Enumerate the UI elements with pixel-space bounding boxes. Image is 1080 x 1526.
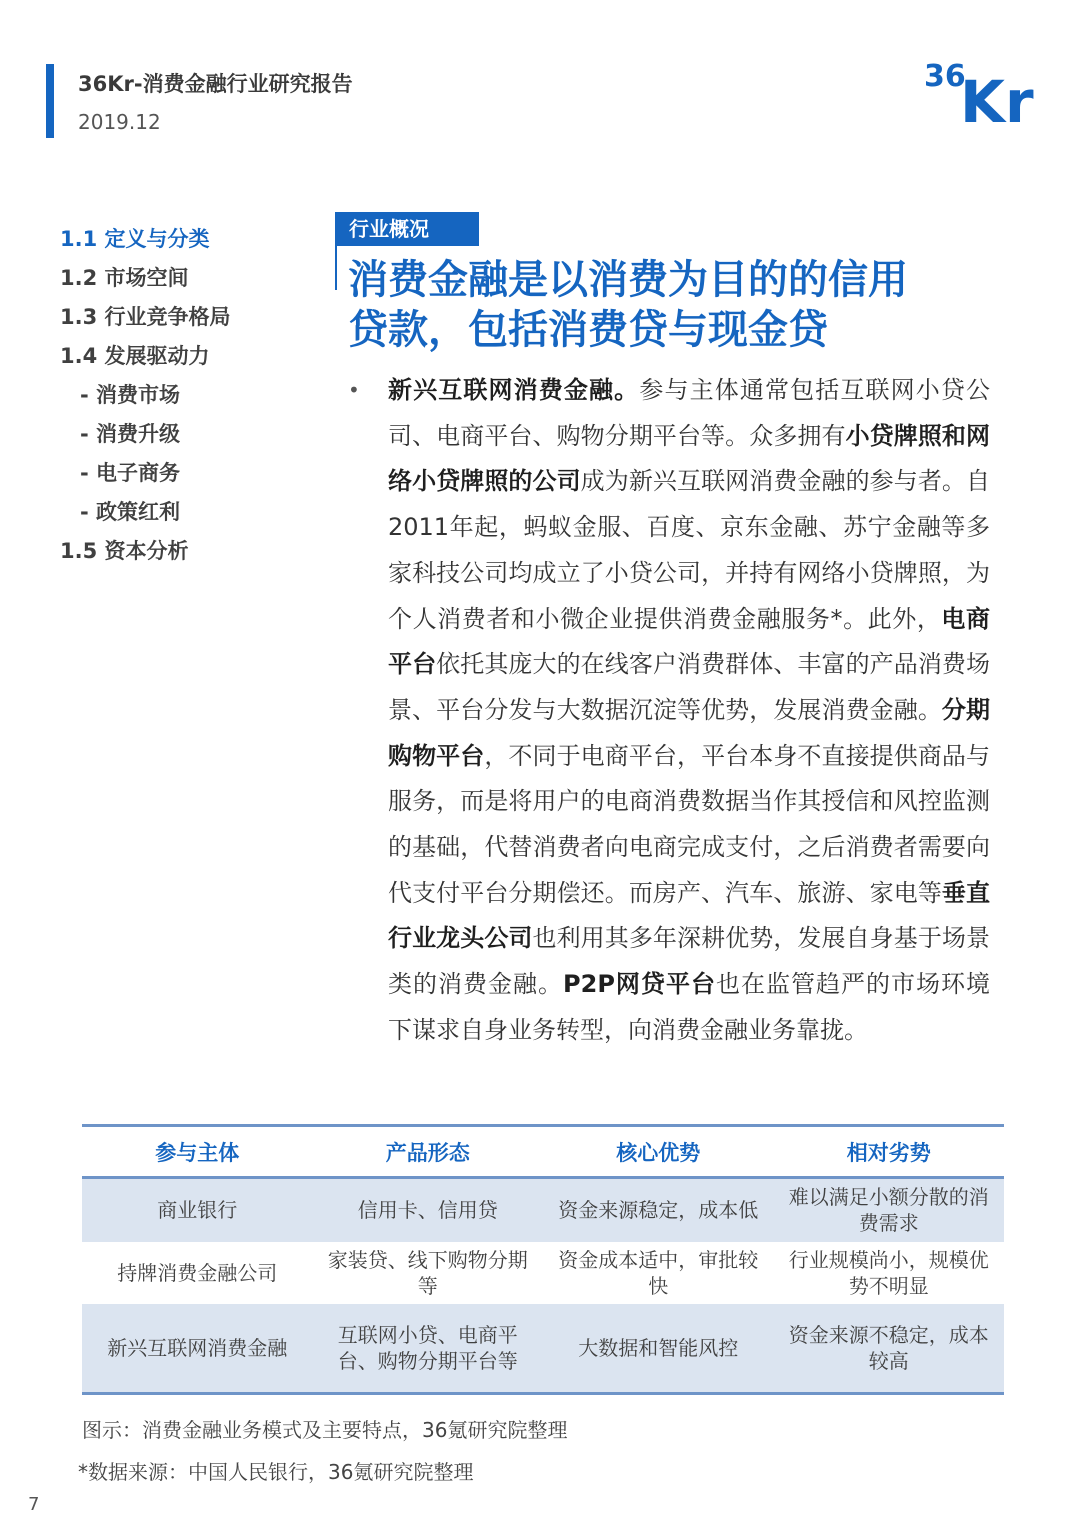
toc-item-capital[interactable]: 1.5 资本分析: [60, 539, 189, 563]
toc-subitem-ecommerce[interactable]: - 电子商务: [80, 461, 181, 485]
bold-term: 小贷牌照和网络小贷牌照的公司: [388, 421, 991, 496]
table-header-row: [82, 1126, 1004, 1178]
table-of-contents: [60, 220, 320, 571]
bold-term: P2P网贷平台: [563, 970, 716, 999]
page-number: 7: [28, 1494, 40, 1515]
table-cell: 行业规模尚小，规模优势不明显: [788, 1247, 989, 1298]
body-text: 也在监管趋严的市场环境下谋求自身业务转型，向消费金融业务靠拢。: [388, 970, 991, 1044]
report-title: 36Kr-消费金融行业研究报告: [78, 72, 353, 96]
report-date: 2019.12: [78, 110, 161, 134]
comparison-table: [82, 1124, 1004, 1395]
bullet-marker: •: [348, 378, 360, 402]
headline-line-2: 贷款，包括消费贷与现金贷: [348, 307, 828, 353]
table-row: [82, 1178, 1004, 1242]
36kr-logo: [924, 58, 1040, 128]
figure-caption: 图示：消费金融业务模式及主要特点，36氪研究院整理: [82, 1418, 568, 1442]
section-tag: 行业概况: [337, 212, 479, 246]
body-paragraph: [340, 368, 990, 1054]
data-source-note: *数据来源：中国人民银行，36氪研究院整理: [78, 1460, 474, 1484]
table-cell: 信用卡、信用贷: [357, 1198, 498, 1223]
table-cell: 持牌消费金融公司: [117, 1260, 278, 1285]
toc-item-market-size[interactable]: 1.2 市场空间: [60, 266, 189, 290]
logo-text-36: 36: [924, 59, 966, 94]
table-cell: 资金来源稳定，成本低: [558, 1198, 759, 1223]
bold-term: 电商平台: [388, 604, 991, 679]
table-cell: 资金成本适中，审批较快: [558, 1247, 759, 1298]
toc-item-competition[interactable]: 1.3 行业竞争格局: [60, 305, 231, 329]
table-row: [82, 1304, 1004, 1394]
logo-text-kr: Kr: [960, 68, 1034, 128]
table-header-cell: 核心优势: [543, 1126, 774, 1178]
body-text: 成为新兴互联网消费金融的参与者。自2011年起，蚂蚁金服、百度、京东金融、苏宁金融等多家科技公司均成立了小贷公司，并持有网络小贷牌照，为个人消费者和小微企业提供消费金融服务*。此外，: [388, 467, 991, 633]
bold-term: 垂直行业龙头公司: [388, 878, 991, 953]
header-accent-bar: [46, 64, 54, 138]
toc-item-definition[interactable]: 1.1 定义与分类: [60, 227, 210, 251]
body-text: 参与主体通常包括互联网小贷公司、电商平台、购物分期平台等。众多拥有: [388, 376, 991, 450]
bold-term: 分期购物平台: [388, 695, 991, 770]
table-cell: 资金来源不稳定，成本较高: [774, 1304, 1005, 1394]
table-cell: 互联网小贷、电商平台、购物分期平台等: [313, 1304, 544, 1394]
body-text: ，不同于电商平台，平台本身不直接提供商品与服务，而是将用户的电商消费数据当作其授信和风控监测的基础，代替消费者向电商完成支付，之后消费者需要向代支付平台分期偿还。而房产、汽车、旅游、家电等: [388, 741, 991, 907]
table-row: [82, 1242, 1004, 1304]
toc-subitem-consumption-upgrade[interactable]: - 消费升级: [80, 422, 181, 446]
toc-subitem-consumer-market[interactable]: - 消费市场: [80, 383, 181, 407]
table-cell: 大数据和智能风控: [543, 1304, 774, 1394]
body-text: 依托其庞大的在线客户消费群体、丰富的产品消费场景、平台分发与大数据沉淀等优势，发展消费金融。: [388, 650, 991, 724]
table-header-cell: 相对劣势: [774, 1126, 1005, 1178]
table-header-cell: 产品形态: [313, 1126, 544, 1178]
table-header-cell: 参与主体: [82, 1126, 313, 1178]
toc-subitem-policy[interactable]: - 政策红利: [80, 500, 181, 524]
table-cell: 商业银行: [157, 1198, 238, 1223]
toc-item-drivers[interactable]: 1.4 发展驱动力: [60, 344, 210, 368]
headline: [348, 255, 1048, 355]
table-cell: 家装贷、线下购物分期等: [327, 1247, 528, 1298]
table-cell: 新兴互联网消费金融: [82, 1304, 313, 1394]
body-paragraph-list: [340, 368, 990, 1054]
headline-line-1: 消费金融是以消费为目的的信用: [348, 257, 908, 303]
table-cell: 难以满足小额分散的消费需求: [788, 1185, 989, 1236]
body-text: 也利用其多年深耕优势，发展自身基于场景类的消费金融。: [388, 924, 990, 999]
bold-term: 新兴互联网消费金融。: [388, 376, 640, 404]
